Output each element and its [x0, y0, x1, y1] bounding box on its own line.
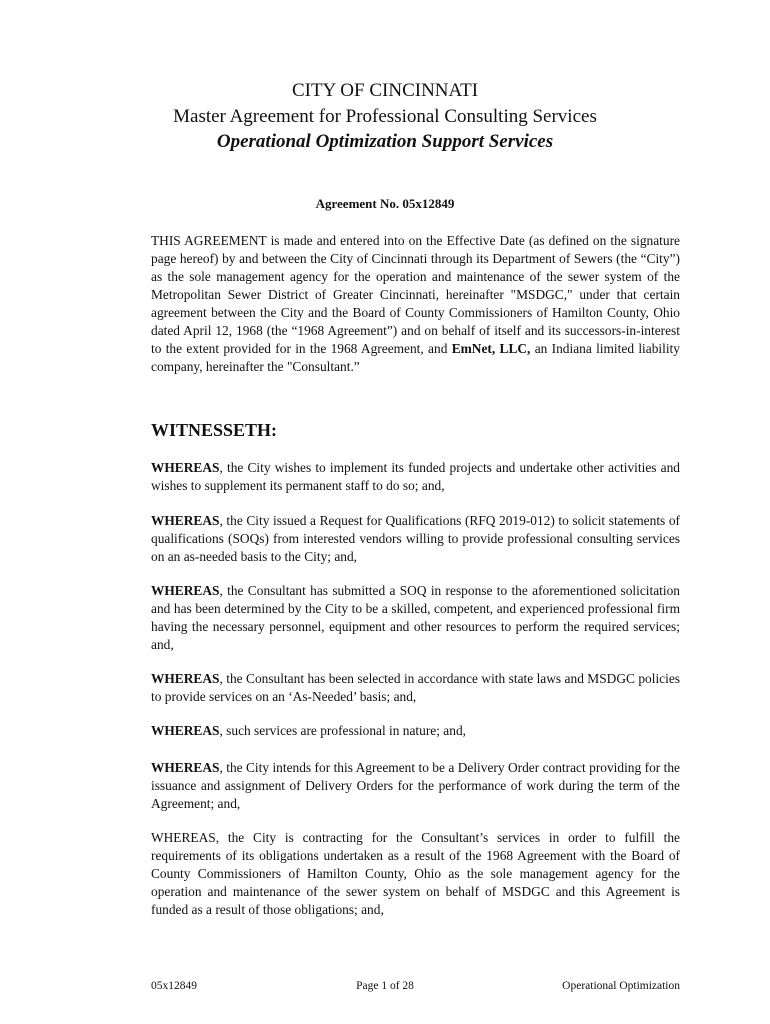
intro-text-part2: an Indiana limited liability company, hereinafter the "Consultant.”	[151, 341, 680, 374]
whereas-text: , the City issued a Request for Qualifications (RFQ 2019-012) to solicit statements of qualifications (SOQs) from interested vendors willing to provide professional consulting services on an as-needed basis to the City; and,	[151, 513, 680, 564]
city-title: CITY OF CINCINNATI	[291, 80, 479, 101]
whereas-paragraph	[151, 829, 680, 919]
whereas-paragraph	[151, 512, 680, 566]
whereas-paragraph	[151, 722, 680, 740]
whereas-lead: WHEREAS	[151, 723, 220, 738]
whereas-lead: WHEREAS	[151, 513, 220, 528]
whereas-text: , the Consultant has been selected in accordance with state laws and MSDGC policies to provide services on an ‘As-Needed’ basis; and,	[151, 671, 680, 704]
intro-text-part1: THIS AGREEMENT is made and entered into on the Effective Date (as defined on the signature page hereof) by and between the City of Cincinnati through its Department of Sewers (the “City”) as the sole management agency for the operation and maintenance of the sewer system of the Metropolitan Sewer District of Greater Cincinnati, hereinafter "MSDGC," under that certain agreement between the City and the Board of County Commissioners of Hamilton County, Ohio dated April 12, 1968 (the “1968 Agreement”) and on behalf of itself and its successors-in-interest to the extent provided for in the 1968 Agreement, and	[151, 233, 680, 356]
consultant-company-name: EmNet, LLC,	[451, 341, 531, 356]
whereas-paragraph	[151, 582, 680, 654]
agreement-number: Agreement No. 05x12849	[315, 196, 455, 211]
whereas-paragraph	[151, 670, 680, 706]
whereas-text: , the Consultant has submitted a SOQ in response to the aforementioned solicitation and has been determined by the City to be a skilled, competent, and experienced professional firm having the necessary personnel, equipment and other resources to perform the required services; and,	[151, 583, 680, 652]
whereas-text: WHEREAS, the City is contracting for the Consultant’s services in order to fulfill the requirements of its obligations undertaken as a result of the 1968 Agreement with the Board of County Commissioners of Hamilton County, Ohio as the sole management agency for the operation and maintenance of the sewer system on behalf of MSDGC and this Agreement is funded as a result of those obligations; and,	[151, 830, 680, 917]
whereas-text: , such services are professional in nature; and,	[219, 723, 466, 738]
footer-agreement-number: 05x12849	[151, 980, 197, 992]
whereas-lead: WHEREAS	[151, 760, 220, 775]
whereas-text: , the City intends for this Agreement to be a Delivery Order contract providing for the issuance and assignment of Delivery Orders for the performance of work during the term of the Agreement; and,	[151, 760, 680, 811]
services-subtitle: Operational Optimization Support Services	[216, 131, 554, 152]
footer-project-name: Operational Optimization	[562, 980, 680, 992]
whereas-lead: WHEREAS	[151, 460, 220, 475]
witnesseth-heading: WITNESSETH:	[151, 420, 278, 440]
whereas-lead: WHEREAS	[151, 583, 220, 598]
whereas-paragraph	[151, 759, 680, 813]
whereas-lead: WHEREAS	[151, 671, 220, 686]
footer-page-number: Page 1 of 28	[356, 980, 414, 992]
intro-paragraph	[151, 232, 680, 376]
whereas-paragraph	[151, 459, 680, 495]
whereas-text: , the City wishes to implement its funded projects and undertake other activities and wishes to supplement its permanent staff to do so; and,	[151, 460, 680, 493]
agreement-type-title: Master Agreement for Professional Consulting Services	[173, 106, 597, 127]
